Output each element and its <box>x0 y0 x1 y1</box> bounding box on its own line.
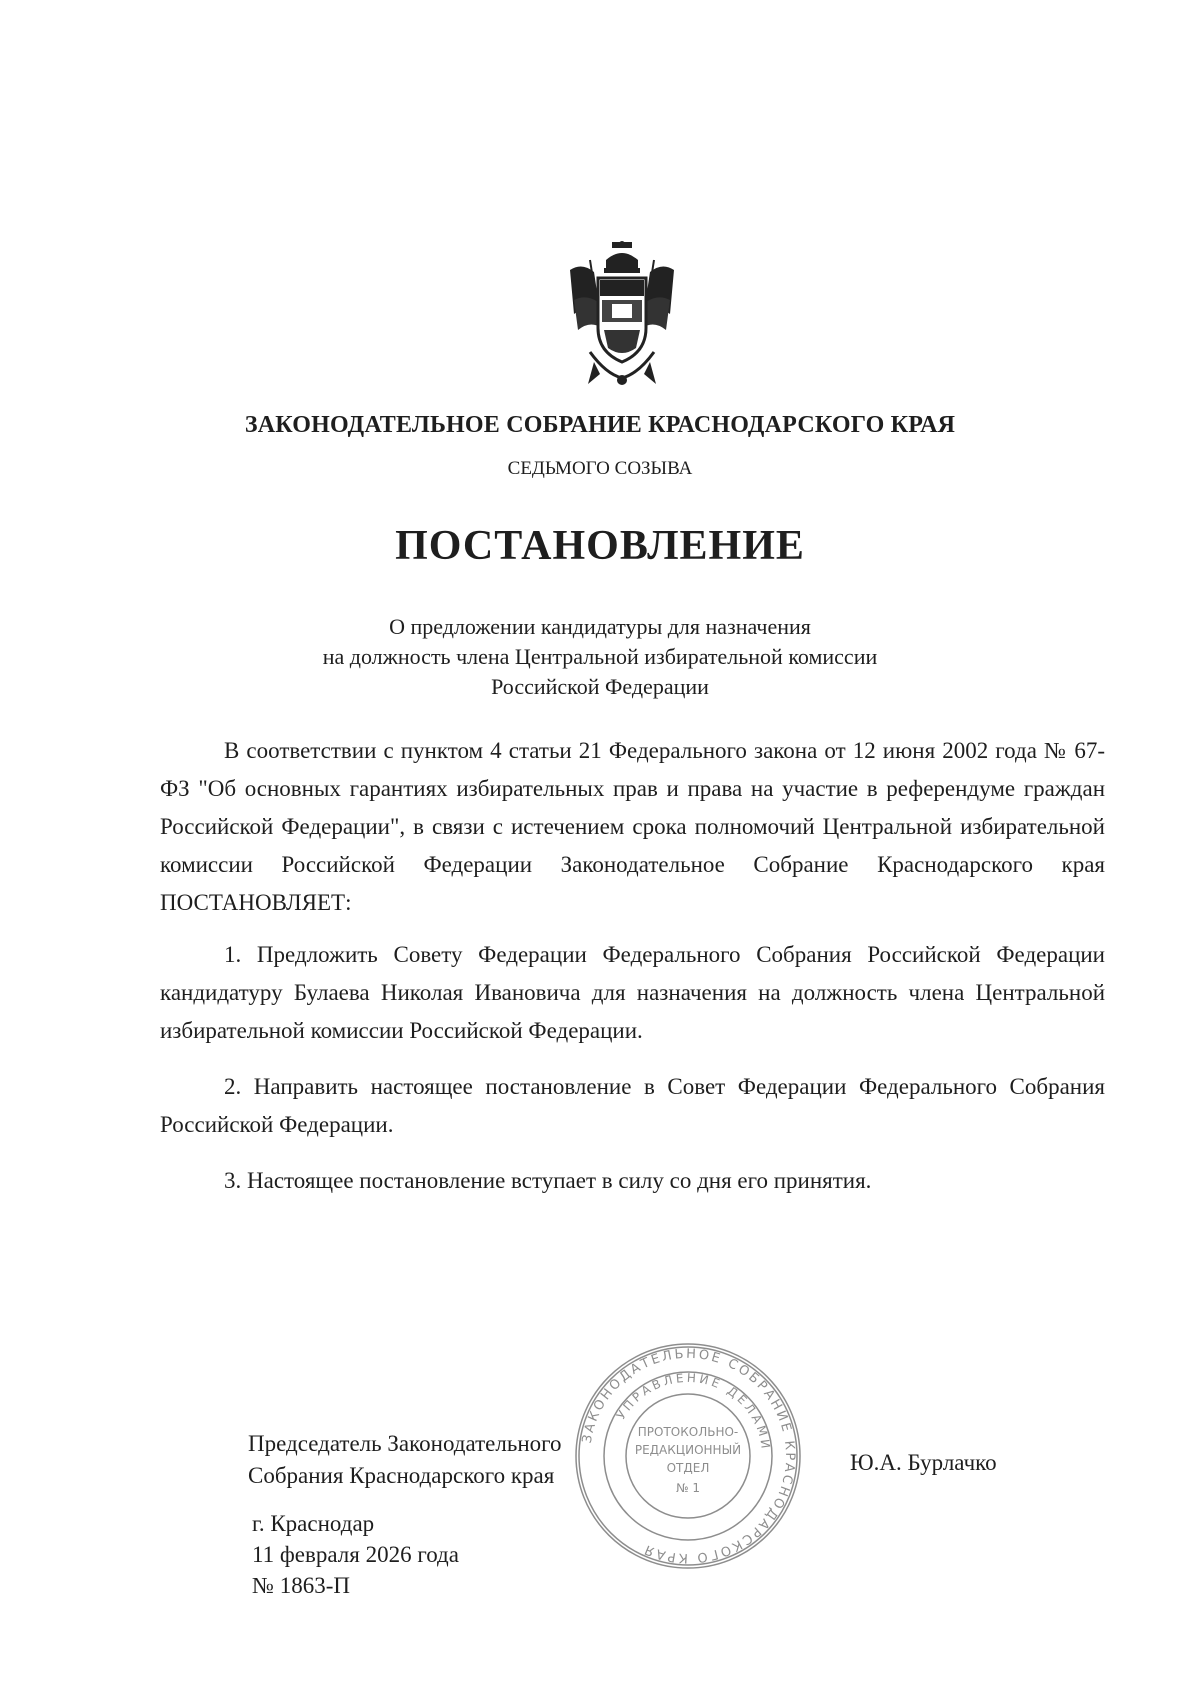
document-subject <box>0 612 1200 702</box>
signatory-position-line: Председатель Законодательного <box>248 1431 562 1456</box>
document-type-heading: ПОСТАНОВЛЕНИЕ <box>395 523 805 569</box>
stamp-center-line: ОТДЕЛ <box>666 1461 710 1475</box>
date-label: 11 февраля 2026 года <box>252 1542 459 1567</box>
subject-line: О предложении кандидатуры для назначения <box>389 614 811 639</box>
stamp-center-line: ПРОТОКОЛЬНО- <box>637 1425 739 1439</box>
signatory-position-line: Собрания Краснодарского края <box>248 1463 555 1488</box>
resolution-item-3: 3. Настоящее постановление вступает в силу со дня его принятия. <box>224 1168 872 1193</box>
organization-title: ЗАКОНОДАТЕЛЬНОЕ СОБРАНИЕ КРАСНОДАРСКОГО КРАЯ <box>244 412 956 438</box>
resolution-item-1: 1. Предложить Совету Федерации Федерального Собрания Российской Федерации кандидатуру Булаева Николая Ивановича для назначения на должность члена Центральной избирательной комиссии Российской Федерации. <box>160 942 1105 1043</box>
signatory-name: Ю.А. Бурлачко <box>850 1450 997 1475</box>
stamp-center-line: № 1 <box>676 1481 700 1495</box>
document-footer <box>252 1508 459 1601</box>
coat-of-arms-icon <box>560 240 684 390</box>
document-body <box>160 732 1105 1218</box>
preamble-paragraph: В соответствии с пунктом 4 статьи 21 Федерального закона от 12 июня 2002 года № 67-ФЗ "Об основных гарантиях избирательных прав и права на участие в референдуме граждан Российской Федерации", в связи с истечением срока полномочий Центральной избирательной комиссии Российской Федерации Законодательное Собрание Краснодарского края ПОСТАНОВЛЯЕТ: <box>160 738 1105 915</box>
convocation-label: СЕДЬМОГО СОЗЫВА <box>507 458 693 479</box>
stamp-inner-text: УПРАВЛЕНИЕ ДЕЛАМИ <box>613 1370 774 1453</box>
subject-line: на должность члена Центральной избирательной комиссии <box>322 644 878 669</box>
stamp-outer-text: ЗАКОНОДАТЕЛЬНОЕ СОБРАНИЕ КРАСНОДАРСКОГО КРАЯ <box>579 1346 798 1566</box>
resolution-item-2: 2. Направить настоящее постановление в Совет Федерации Федерального Собрания Российской Федерации. <box>160 1074 1105 1137</box>
city-label: г. Краснодар <box>252 1511 375 1536</box>
subject-line: Российской Федерации <box>491 674 709 699</box>
official-stamp-icon <box>572 1340 804 1572</box>
stamp-center-line: РЕДАКЦИОННЫЙ <box>634 1443 742 1457</box>
document-number: № 1863-П <box>252 1573 350 1598</box>
signatory-position <box>248 1428 562 1492</box>
